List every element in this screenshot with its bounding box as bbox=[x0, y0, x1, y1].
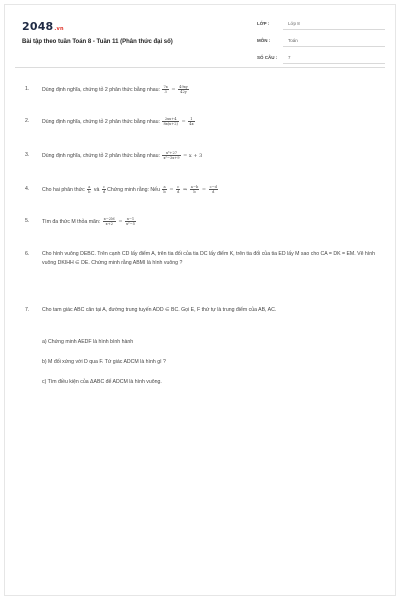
denominator: b bbox=[163, 190, 166, 194]
meta-row-mon bbox=[257, 36, 385, 49]
numerator: a bbox=[163, 185, 166, 189]
question-math bbox=[161, 87, 189, 93]
question-part-a: a) Chứng minh AEDF là hình bình hành bbox=[42, 339, 134, 345]
meta-row-socau bbox=[257, 53, 385, 66]
question-text: Dùng định nghĩa, chứng tỏ 2 phân thức bằng nhau: $\frac{\text{x³+27}}{\text{x²−3x+9}}$ = x + 3 bbox=[42, 151, 203, 160]
question-text: Cho hai phân thức $\frac{a}{b}$ và $\frac{c}{d}$ Chứng minh rằng: Nếu $\frac{a}{b}$ = $\frac{c}{d}$ ⇒ $\frac{a-b}{b}$ = $\frac{c-d}{d}$ bbox=[42, 185, 217, 194]
numerator: a−b bbox=[190, 185, 199, 189]
question-number: 6. bbox=[25, 251, 30, 257]
numerator: 2xx+4 bbox=[162, 117, 178, 122]
meta-label-lop: LỚP : bbox=[257, 21, 270, 26]
question-text: Cho tam giác ABC cân tại A, đường trung tuyến ADD ∈ BC. Gọi E, F thứ tự là trung điểm của AB, AC. bbox=[42, 307, 277, 313]
denominator: b bbox=[88, 190, 91, 194]
denominator: x+2 bbox=[105, 222, 113, 226]
meta-value-lop: Lớp 8 bbox=[288, 21, 300, 26]
question-text: Dùng định nghĩa, chứng tỏ 2 phân thức bằng nhau: $\frac{7x}{3}$ = $\frac{49xy}{42y}$ bbox=[42, 85, 188, 94]
question-text: Dùng định nghĩa, chứng tỏ 2 phân thức bằng nhau: $\frac{2xx+4}{8x(x+2)}$ = $\frac{1}{4x}$ bbox=[42, 117, 194, 126]
denominator: x²−5 bbox=[126, 222, 135, 226]
question-number: 3. bbox=[25, 152, 30, 158]
meta-label-mon: MÔN : bbox=[257, 38, 271, 43]
question-number: 5. bbox=[25, 218, 30, 224]
fraction bbox=[162, 151, 180, 160]
meta-value-socau: 7 bbox=[288, 55, 291, 60]
worksheet-title: Bài tập theo tuần Toán 8 - Tuần 11 (Phân thức đại số) bbox=[22, 39, 173, 45]
numerator: c−d bbox=[209, 185, 217, 189]
denominator: d bbox=[212, 190, 215, 194]
math-operator: = x + 3 bbox=[181, 152, 203, 159]
math-operator: ⇒ bbox=[181, 186, 189, 193]
meta-panel bbox=[257, 19, 385, 66]
question-number: 7. bbox=[25, 307, 30, 313]
denominator: 3 bbox=[164, 90, 167, 94]
question-part-c: c) Tìm điều kiện của ΔABC để ADCM là hình vuông. bbox=[42, 379, 162, 385]
meta-underline bbox=[283, 46, 385, 47]
fraction bbox=[188, 117, 194, 126]
question-math bbox=[161, 119, 195, 125]
fraction bbox=[178, 85, 189, 94]
logo-suffix: .vn bbox=[54, 26, 64, 32]
fraction bbox=[162, 85, 168, 94]
site-logo[interactable] bbox=[22, 20, 64, 33]
math-operator: = bbox=[179, 118, 188, 125]
question-text: Tìm đa thức M thỏa mãn: $\frac{x-2M}{x+2}$ = $\frac{x-1}{\text{x²−5}}$ bbox=[42, 217, 135, 226]
numerator: x³+27 bbox=[162, 151, 180, 156]
math-operator: = bbox=[116, 218, 125, 225]
numerator: x−2M bbox=[103, 217, 115, 221]
question-part-b: b) M đối xứng với D qua F. Tứ giác ADCM là hình gì ? bbox=[42, 359, 166, 365]
fraction bbox=[102, 185, 106, 194]
numerator: x−1 bbox=[126, 217, 135, 221]
question-math bbox=[102, 219, 137, 225]
meta-underline bbox=[283, 63, 385, 64]
worksheet-header bbox=[5, 5, 395, 67]
fraction-a bbox=[86, 187, 92, 193]
denominator: d bbox=[102, 190, 106, 194]
meta-row-lop bbox=[257, 19, 385, 32]
numerator: 49xy bbox=[179, 85, 188, 89]
fraction bbox=[103, 217, 116, 226]
meta-label-socau: SỐ CÂU : bbox=[257, 55, 278, 60]
denominator: b bbox=[193, 190, 196, 194]
denominator: d bbox=[177, 190, 180, 194]
fraction bbox=[125, 217, 136, 226]
question-math bbox=[161, 153, 202, 159]
question-text: Cho hình vuông DEBC. Trên cạnh CD lấy điểm A, trên tia đối của tia DC lấy điểm K, trên tia đối của tia ED lấy M sao cho CA = DK = EM. Vẽ hình vuông DKIHH ∈ DE. Chứng minh rằng ABMI là hình vuông ? bbox=[42, 251, 376, 266]
fraction bbox=[190, 185, 199, 194]
question-number: 4. bbox=[25, 186, 30, 192]
numerator: 1 bbox=[188, 117, 194, 122]
fraction bbox=[162, 117, 178, 126]
denominator: 8x(x+2) bbox=[163, 122, 178, 126]
math-operator: = bbox=[167, 186, 176, 193]
denominator: x²−3x+9 bbox=[163, 156, 180, 160]
fraction bbox=[176, 185, 180, 194]
numerator: 7x bbox=[163, 85, 168, 89]
math-operator: = bbox=[200, 186, 208, 193]
question-number: 1. bbox=[25, 86, 30, 92]
logo-main: 2048 bbox=[22, 20, 54, 33]
header-divider bbox=[15, 67, 385, 68]
denominator: 42y bbox=[180, 90, 187, 94]
worksheet-page bbox=[4, 4, 396, 596]
math-operator: = bbox=[169, 86, 178, 93]
fraction bbox=[87, 185, 91, 194]
implication-math bbox=[161, 187, 219, 193]
fraction bbox=[162, 185, 166, 194]
numerator: c bbox=[103, 185, 106, 189]
numerator: a bbox=[88, 185, 91, 189]
numerator: c bbox=[177, 185, 180, 189]
meta-underline bbox=[283, 29, 385, 30]
fraction bbox=[209, 185, 218, 194]
denominator: 4x bbox=[189, 122, 194, 126]
meta-value-mon: Toán bbox=[288, 38, 298, 43]
question-number: 2. bbox=[25, 118, 30, 124]
